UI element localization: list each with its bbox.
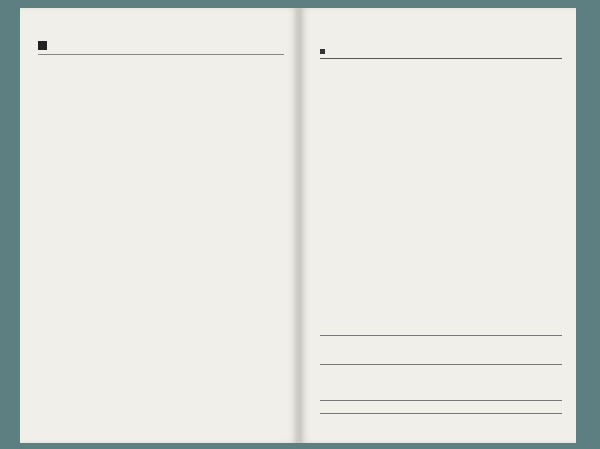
author-section-title [320, 48, 328, 55]
right-page [300, 8, 576, 443]
colophon-rule [320, 364, 562, 365]
url-rule-bottom [320, 413, 562, 414]
url-rule-top [320, 400, 562, 401]
section-rule [320, 58, 562, 59]
section-marker-icon [38, 41, 47, 50]
title-rule [320, 335, 562, 336]
left-page [20, 8, 298, 443]
header-rule [38, 54, 284, 55]
